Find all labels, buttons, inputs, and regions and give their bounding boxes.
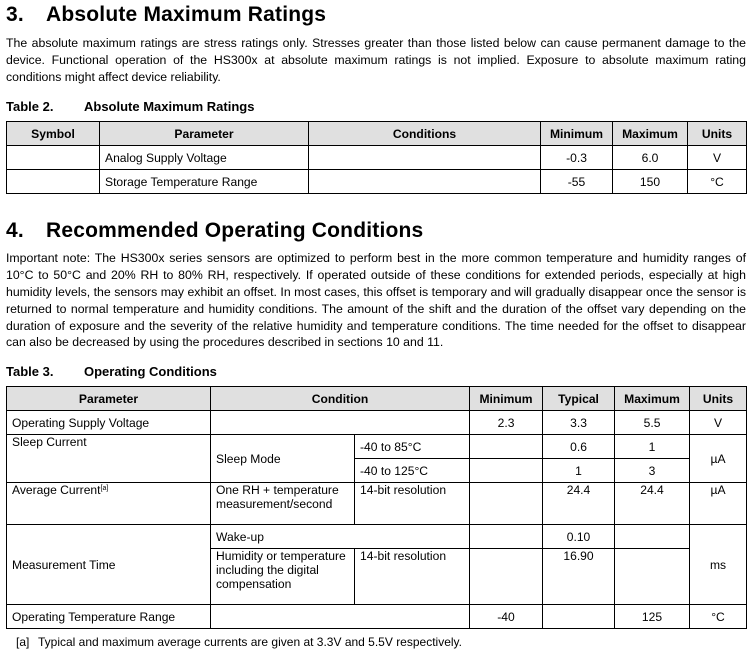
header-symbol: Symbol [7, 122, 100, 146]
header-parameter: Parameter [100, 122, 309, 146]
cell-minimum [470, 525, 543, 549]
cell-units: ms [690, 525, 747, 605]
cell-units: V [690, 411, 747, 435]
header-maximum: Maximum [615, 387, 690, 411]
table-row [7, 525, 747, 549]
cell-units: µA [690, 435, 747, 483]
table-row [7, 605, 747, 629]
header-minimum: Minimum [541, 122, 613, 146]
cell-condition: One RH + temperature measurement/second [211, 483, 355, 525]
header-typical: Typical [543, 387, 615, 411]
section-3-paragraph: The absolute maximum ratings are stress ratings only. Stresses greater than those listed below can cause permanent damage to the device. Functional operation of the HS300x at absolute maximum ratings is not implied. Exposure to absolute maximum rating conditions might affect device reliability. [6, 36, 746, 84]
operating-conditions-table [6, 386, 747, 629]
cell-conditions [309, 146, 541, 170]
cell-units: µA [690, 483, 747, 525]
cell-maximum: 1 [615, 435, 690, 459]
header-condition: Condition [211, 387, 470, 411]
header-minimum: Minimum [470, 387, 543, 411]
cell-conditions [309, 170, 541, 194]
cell-maximum [615, 549, 690, 605]
cell-maximum: 5.5 [615, 411, 690, 435]
cell-typical: 3.3 [543, 411, 615, 435]
table-row [7, 483, 747, 525]
absolute-max-table [6, 121, 747, 194]
cell-symbol [7, 170, 100, 194]
table-2-caption [6, 98, 746, 116]
cell-typical: 0.10 [543, 525, 615, 549]
cell-temp-range: -40 to 125°C [355, 459, 470, 483]
cell-parameter: Sleep Current [7, 435, 211, 483]
section-4-number: 4. [6, 219, 24, 243]
average-current-label: Average Current [12, 483, 101, 498]
table-header-row [7, 122, 747, 146]
cell-maximum: 24.4 [615, 483, 690, 525]
cell-parameter: Operating Temperature Range [7, 605, 211, 629]
cell-minimum: 2.3 [470, 411, 543, 435]
cell-temp-range: -40 to 85°C [355, 435, 470, 459]
cell-condition [211, 605, 470, 629]
cell-parameter [7, 483, 211, 525]
cell-maximum: 6.0 [613, 146, 688, 170]
cell-typical: 16.90 [543, 549, 615, 605]
cell-condition [211, 411, 470, 435]
cell-maximum: 3 [615, 459, 690, 483]
cell-symbol [7, 146, 100, 170]
table-header-row [7, 387, 747, 411]
cell-resolution: 14-bit resolution [355, 549, 470, 605]
table-3-title: Operating Conditions [84, 364, 217, 380]
table-2-number: Table 2. [6, 99, 54, 115]
cell-minimum: -55 [541, 170, 613, 194]
cell-units: V [688, 146, 747, 170]
table-row [7, 146, 747, 170]
cell-typical: 0.6 [543, 435, 615, 459]
table-3-number: Table 3. [6, 364, 54, 380]
cell-parameter: Operating Supply Voltage [7, 411, 211, 435]
table-row [7, 170, 747, 194]
header-units: Units [690, 387, 747, 411]
header-maximum: Maximum [613, 122, 688, 146]
section-3-heading [6, 2, 746, 28]
cell-parameter: Measurement Time [7, 525, 211, 605]
cell-units: °C [690, 605, 747, 629]
cell-minimum: -40 [470, 605, 543, 629]
section-3-title: Absolute Maximum Ratings [46, 3, 327, 26]
header-parameter: Parameter [7, 387, 211, 411]
cell-minimum [470, 549, 543, 605]
cell-condition: Wake-up [211, 525, 470, 549]
table-3-caption [6, 363, 746, 381]
datasheet-page [6, 0, 746, 650]
table-row [7, 411, 747, 435]
table-row [7, 435, 747, 459]
table-footnote [16, 634, 746, 650]
footnote-mark: [a] [16, 635, 30, 650]
cell-typical [543, 605, 615, 629]
cell-units: °C [688, 170, 747, 194]
cell-condition: Sleep Mode [211, 435, 355, 483]
cell-typical: 24.4 [543, 483, 615, 525]
cell-minimum: -0.3 [541, 146, 613, 170]
cell-minimum [470, 435, 543, 459]
section-4-paragraph: Important note: The HS300x series sensors are optimized to perform best in the more common temperature and humidity ranges of 10°C to 50°C and 20% RH to 80% RH, respectively. If operated outside of these conditions for extended periods, especially at high humidity levels, the sensors may exhibit an offset. In most cases, this offset is temporary and will gradually disappear once the sensor is returned to normal temperature and humidity conditions. The amount of the shift and the duration of the offset vary depending on the duration of exposure and the severity of the relative humidity and temperature conditions. The time needed for the offset to disappear can also be decreased by using the procedures described in sections 10 and 11. [6, 251, 746, 350]
cell-maximum: 150 [613, 170, 688, 194]
header-units: Units [688, 122, 747, 146]
cell-maximum: 125 [615, 605, 690, 629]
cell-minimum [470, 459, 543, 483]
cell-maximum [615, 525, 690, 549]
cell-resolution: 14-bit resolution [355, 483, 470, 525]
cell-parameter: Analog Supply Voltage [100, 146, 309, 170]
cell-condition: Humidity or temperature including the digital compensation [211, 549, 355, 605]
cell-typical: 1 [543, 459, 615, 483]
footnote-text: Typical and maximum average currents are given at 3.3V and 5.5V respectively. [38, 635, 462, 650]
section-4-heading [6, 218, 746, 244]
header-conditions: Conditions [309, 122, 541, 146]
section-4-title: Recommended Operating Conditions [46, 219, 424, 243]
footnote-reference: [a] [100, 485, 109, 493]
cell-minimum [470, 483, 543, 525]
section-3-number: 3. [6, 3, 24, 26]
table-2-title: Absolute Maximum Ratings [84, 99, 255, 115]
cell-parameter: Storage Temperature Range [100, 170, 309, 194]
